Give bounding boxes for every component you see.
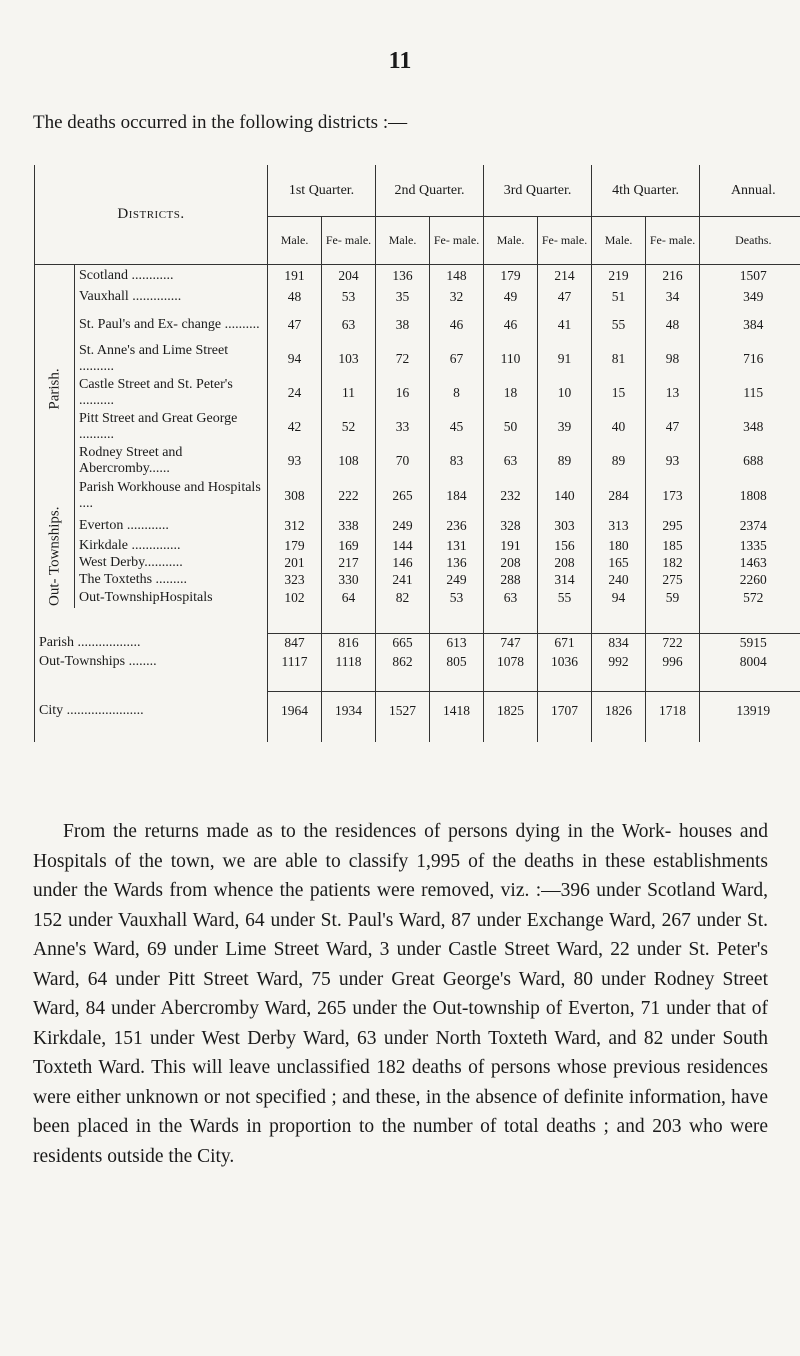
quarter-1-header: 1st Quarter. <box>268 165 376 217</box>
count-cell: 1118 <box>322 653 376 672</box>
count-cell: 41 <box>538 308 592 342</box>
count-cell: 108 <box>322 444 376 478</box>
annual-deaths-cell: 8004 <box>700 653 800 672</box>
table-row <box>35 692 800 730</box>
district-name: Kirkdale .............. <box>75 538 268 555</box>
count-cell: 32 <box>430 287 484 308</box>
count-cell: 216 <box>646 265 700 287</box>
count-cell: 313 <box>592 514 646 538</box>
count-cell: 1418 <box>430 692 484 730</box>
count-cell: 338 <box>322 514 376 538</box>
table-row <box>35 555 800 572</box>
count-cell: 46 <box>484 308 538 342</box>
count-cell: 217 <box>322 555 376 572</box>
count-cell: 63 <box>484 589 538 608</box>
count-cell: 46 <box>430 308 484 342</box>
table-row <box>35 572 800 589</box>
female-header: Fe- male. <box>538 217 592 265</box>
table-row <box>35 376 800 410</box>
count-cell: 63 <box>484 444 538 478</box>
annual-deaths-cell: 2260 <box>700 572 800 589</box>
annual-deaths-cell: 384 <box>700 308 800 342</box>
count-cell: 1707 <box>538 692 592 730</box>
annual-deaths-cell: 349 <box>700 287 800 308</box>
count-cell: 1117 <box>268 653 322 672</box>
count-cell: 219 <box>592 265 646 287</box>
count-cell: 1527 <box>376 692 430 730</box>
count-cell: 59 <box>646 589 700 608</box>
count-cell: 140 <box>538 478 592 514</box>
count-cell: 722 <box>646 634 700 653</box>
table-row <box>35 514 800 538</box>
count-cell: 1964 <box>268 692 322 730</box>
count-cell: 169 <box>322 538 376 555</box>
count-cell: 93 <box>268 444 322 478</box>
table-row <box>35 478 800 514</box>
count-cell: 45 <box>430 410 484 444</box>
count-cell: 249 <box>430 572 484 589</box>
count-cell: 191 <box>268 265 322 287</box>
district-name: St. Anne's and Lime Street .......... <box>75 342 268 376</box>
count-cell: 1934 <box>322 692 376 730</box>
district-name: Parish .................. <box>35 634 268 653</box>
out-townships-group <box>35 505 75 608</box>
count-cell: 55 <box>538 589 592 608</box>
count-cell: 222 <box>322 478 376 514</box>
count-cell: 8 <box>430 376 484 410</box>
count-cell: 131 <box>430 538 484 555</box>
count-cell: 156 <box>538 538 592 555</box>
count-cell: 996 <box>646 653 700 672</box>
count-cell: 144 <box>376 538 430 555</box>
table-row <box>35 634 800 653</box>
count-cell: 805 <box>430 653 484 672</box>
annual-deaths-cell: 572 <box>700 589 800 608</box>
annual-deaths-cell: 13919 <box>700 692 800 730</box>
count-cell: 48 <box>646 308 700 342</box>
quarter-3-header: 3rd Quarter. <box>484 165 592 217</box>
count-cell: 53 <box>322 287 376 308</box>
table-row <box>35 653 800 672</box>
count-cell: 184 <box>430 478 484 514</box>
annual-deaths-cell: 1507 <box>700 265 800 287</box>
count-cell: 11 <box>322 376 376 410</box>
female-header: Fe- male. <box>430 217 484 265</box>
count-cell: 1036 <box>538 653 592 672</box>
count-cell: 10 <box>538 376 592 410</box>
district-name: West Derby........... <box>75 555 268 572</box>
count-cell: 47 <box>646 410 700 444</box>
count-cell: 33 <box>376 410 430 444</box>
quarter-4-header: 4th Quarter. <box>592 165 700 217</box>
annual-deaths-cell: 688 <box>700 444 800 478</box>
count-cell: 1826 <box>592 692 646 730</box>
count-cell: 83 <box>430 444 484 478</box>
count-cell: 146 <box>376 555 430 572</box>
count-cell: 232 <box>484 478 538 514</box>
annual-header: Annual. <box>700 165 800 217</box>
annual-deaths-cell: 716 <box>700 342 800 376</box>
count-cell: 103 <box>322 342 376 376</box>
count-cell: 613 <box>430 634 484 653</box>
count-cell: 312 <box>268 514 322 538</box>
annual-deaths-cell: 5915 <box>700 634 800 653</box>
count-cell: 182 <box>646 555 700 572</box>
count-cell: 89 <box>538 444 592 478</box>
count-cell: 204 <box>322 265 376 287</box>
group-label: Out- Townships. <box>46 505 62 606</box>
female-header: Fe- male. <box>646 217 700 265</box>
male-header: Male. <box>376 217 430 265</box>
count-cell: 328 <box>484 514 538 538</box>
count-cell: 93 <box>646 444 700 478</box>
count-cell: 288 <box>484 572 538 589</box>
count-cell: 665 <box>376 634 430 653</box>
table-row <box>35 444 800 478</box>
quarter-2-header: 2nd Quarter. <box>376 165 484 217</box>
body-paragraph <box>33 817 768 1171</box>
count-cell: 94 <box>268 342 322 376</box>
district-name: Scotland ............ <box>75 265 268 287</box>
count-cell: 236 <box>430 514 484 538</box>
district-name: Parish Workhouse and Hospitals .... <box>75 478 268 514</box>
count-cell: 18 <box>484 376 538 410</box>
count-cell: 51 <box>592 287 646 308</box>
annual-deaths-cell: 115 <box>700 376 800 410</box>
spacer-row <box>35 608 800 634</box>
count-cell: 208 <box>484 555 538 572</box>
annual-deaths-cell: 1463 <box>700 555 800 572</box>
count-cell: 179 <box>484 265 538 287</box>
count-cell: 39 <box>538 410 592 444</box>
count-cell: 47 <box>538 287 592 308</box>
districts-header: Districts. <box>35 165 268 265</box>
count-cell: 136 <box>430 555 484 572</box>
district-name: Out-Townships ........ <box>35 653 268 672</box>
count-cell: 63 <box>322 308 376 342</box>
count-cell: 1718 <box>646 692 700 730</box>
count-cell: 91 <box>538 342 592 376</box>
district-name: Rodney Street and Abercromby...... <box>75 444 268 478</box>
count-cell: 308 <box>268 478 322 514</box>
count-cell: 303 <box>538 514 592 538</box>
count-cell: 24 <box>268 376 322 410</box>
count-cell: 82 <box>376 589 430 608</box>
count-cell: 284 <box>592 478 646 514</box>
count-cell: 249 <box>376 514 430 538</box>
count-cell: 314 <box>538 572 592 589</box>
district-name: City ...................... <box>35 692 268 730</box>
female-header: Fe- male. <box>322 217 376 265</box>
table-row <box>35 342 800 376</box>
count-cell: 35 <box>376 287 430 308</box>
count-cell: 1825 <box>484 692 538 730</box>
district-name: Everton ............ <box>75 514 268 538</box>
count-cell: 847 <box>268 634 322 653</box>
count-cell: 330 <box>322 572 376 589</box>
district-name: Vauxhall .............. <box>75 287 268 308</box>
count-cell: 240 <box>592 572 646 589</box>
group-label: Parish. <box>46 368 62 410</box>
page-number: 11 <box>388 48 412 74</box>
district-name: Castle Street and St. Peter's .......... <box>75 376 268 410</box>
count-cell: 94 <box>592 589 646 608</box>
count-cell: 16 <box>376 376 430 410</box>
district-name: The Toxteths ......... <box>75 572 268 589</box>
annual-deaths-cell: 348 <box>700 410 800 444</box>
count-cell: 89 <box>592 444 646 478</box>
count-cell: 52 <box>322 410 376 444</box>
count-cell: 102 <box>268 589 322 608</box>
parish-group <box>35 265 75 514</box>
count-cell: 275 <box>646 572 700 589</box>
count-cell: 38 <box>376 308 430 342</box>
count-cell: 13 <box>646 376 700 410</box>
count-cell: 81 <box>592 342 646 376</box>
male-header: Male. <box>484 217 538 265</box>
count-cell: 72 <box>376 342 430 376</box>
count-cell: 992 <box>592 653 646 672</box>
count-cell: 55 <box>592 308 646 342</box>
count-cell: 241 <box>376 572 430 589</box>
district-name: Out-TownshipHospitals <box>75 589 268 608</box>
count-cell: 67 <box>430 342 484 376</box>
table-row <box>35 589 800 608</box>
count-cell: 34 <box>646 287 700 308</box>
annual-deaths-cell: 2374 <box>700 514 800 538</box>
count-cell: 265 <box>376 478 430 514</box>
count-cell: 64 <box>322 589 376 608</box>
spacer-row <box>35 672 800 692</box>
count-cell: 110 <box>484 342 538 376</box>
annual-deaths-cell: 1808 <box>700 478 800 514</box>
table-row <box>35 287 800 308</box>
count-cell: 136 <box>376 265 430 287</box>
male-header: Male. <box>268 217 322 265</box>
count-cell: 48 <box>268 287 322 308</box>
count-cell: 214 <box>538 265 592 287</box>
deaths-header: Deaths. <box>700 217 800 265</box>
count-cell: 1078 <box>484 653 538 672</box>
district-name: Pitt Street and Great George .......... <box>75 410 268 444</box>
count-cell: 42 <box>268 410 322 444</box>
count-cell: 323 <box>268 572 322 589</box>
deaths-table <box>34 165 800 742</box>
count-cell: 201 <box>268 555 322 572</box>
count-cell: 180 <box>592 538 646 555</box>
count-cell: 185 <box>646 538 700 555</box>
table-row <box>35 538 800 555</box>
count-cell: 208 <box>538 555 592 572</box>
count-cell: 40 <box>592 410 646 444</box>
paragraph-text: From the returns made as to the residences of persons dying in the Work- houses and Hospitals of the town, we are able to classify 1,995 of the deaths in these establishments under the Wards from whence the patients were removed, viz. :—396 under Scotland Ward, 152 under Vauxhall Ward, 64 under St. Paul's Ward, 87 under Exchange Ward, 267 under St. Anne's Ward, 69 under Lime Street Ward, 3 under Castle Street Ward, 22 under St. Peter's Ward, 64 under Pitt Street Ward, 75 under Great George's Ward, 80 under Rodney Street Ward, 84 under Abercromby Ward, 265 under the Out-township of Everton, 71 under that of Kirkdale, 151 under West Derby Ward, 63 under North Toxteth Ward, and 82 under South Toxteth Ward. This will leave unclassified 182 deaths of persons whose previous residences were either unknown or not specified ; and these, in the absence of definite information, have been placed in the Wards in proportion to the number of total deaths ; and 203 who were residents outside the City. <box>33 821 768 1167</box>
count-cell: 173 <box>646 478 700 514</box>
count-cell: 70 <box>376 444 430 478</box>
count-cell: 165 <box>592 555 646 572</box>
count-cell: 862 <box>376 653 430 672</box>
table-row <box>35 265 800 287</box>
count-cell: 49 <box>484 287 538 308</box>
count-cell: 295 <box>646 514 700 538</box>
count-cell: 179 <box>268 538 322 555</box>
count-cell: 816 <box>322 634 376 653</box>
count-cell: 747 <box>484 634 538 653</box>
count-cell: 47 <box>268 308 322 342</box>
count-cell: 15 <box>592 376 646 410</box>
intro-text: The deaths occurred in the following districts :— <box>33 112 408 133</box>
count-cell: 50 <box>484 410 538 444</box>
count-cell: 148 <box>430 265 484 287</box>
count-cell: 98 <box>646 342 700 376</box>
count-cell: 834 <box>592 634 646 653</box>
table-row <box>35 410 800 444</box>
spacer-row <box>35 730 800 742</box>
male-header: Male. <box>592 217 646 265</box>
count-cell: 53 <box>430 589 484 608</box>
annual-deaths-cell: 1335 <box>700 538 800 555</box>
district-name: St. Paul's and Ex- change .......... <box>75 308 268 342</box>
count-cell: 191 <box>484 538 538 555</box>
count-cell: 671 <box>538 634 592 653</box>
table-row <box>35 308 800 342</box>
